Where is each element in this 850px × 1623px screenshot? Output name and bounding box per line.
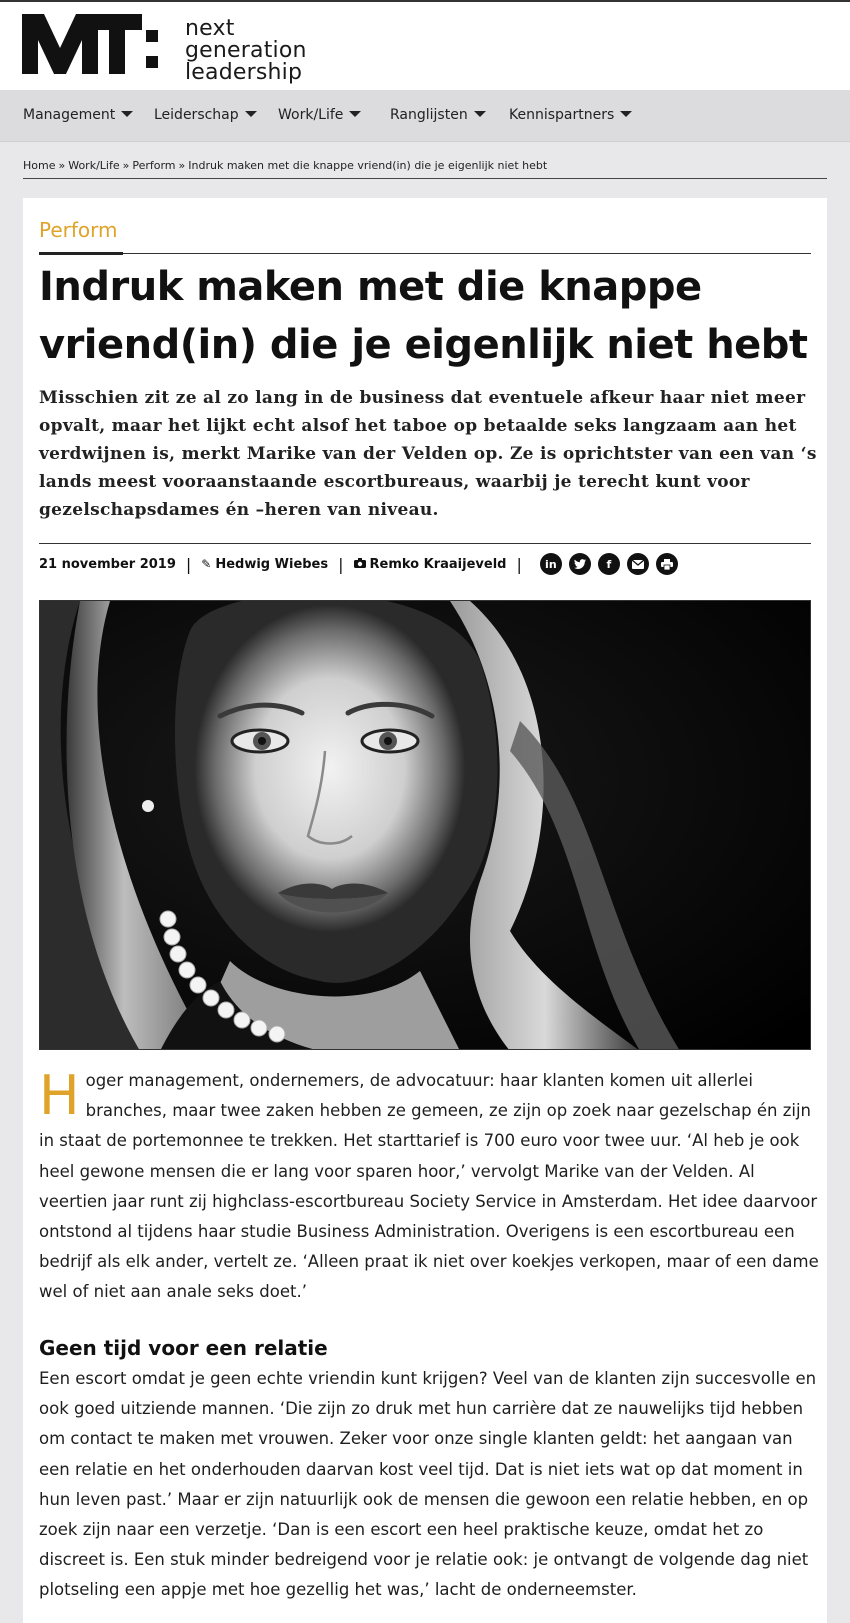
site-header [0,0,850,90]
chevron-down-icon [620,111,632,117]
article-card [23,198,827,1623]
category-divider [39,253,811,254]
nav-item-work-life[interactable] [278,107,361,123]
nav-label: Leiderschap [154,107,239,123]
nav-item-kennispartners[interactable] [509,107,632,123]
logo-line-leadership: leadership [185,60,303,85]
title-line: vriend(in) die je eigenlijk niet hebt [39,322,808,368]
breadcrumb-current: Indruk maken met die knappe vriend(in) die je eigenlijk niet hebt [188,159,548,172]
category-underline [39,252,123,255]
chevron-down-icon [349,111,361,117]
main-nav [0,90,850,142]
article-intro: Misschien zit ze al zo lang in de business dat eventuele afkeur haar niet meer opvalt, maar het lijkt echt alsof het taboe op betaalde seks langzaam aan het verdwijnen is, merkt Marike van der Velden op. Ze is oprichtster van een van ‘s lands meest vooraanstaande escortbureaus, waarbij je terecht kunt voor gezelschapsdames én –heren van niveau. [39,388,817,520]
article-date: 21 november 2019 [39,556,176,572]
mt-logo-mark [22,10,162,78]
print-icon[interactable] [656,553,678,575]
site-logo[interactable] [22,10,307,86]
meta-separator: | [338,554,344,574]
article-photographer[interactable]: Remko Kraaijeveld [369,556,507,572]
meta-separator: | [516,554,522,574]
drop-cap: H [39,1064,80,1127]
breadcrumb-work-life[interactable]: Work/Life [68,159,120,172]
chevron-down-icon [474,111,486,117]
breadcrumb-separator: » [178,159,186,172]
camera-icon [354,557,366,571]
pencil-icon: ✎ [201,557,212,571]
nav-label: Work/Life [278,107,344,123]
breadcrumb [23,159,827,179]
nav-label: Kennispartners [509,107,615,123]
meta-separator: | [185,554,192,574]
linkedin-icon[interactable]: in [540,553,562,575]
twitter-icon[interactable] [569,553,591,575]
article-category[interactable]: Perform [39,218,118,242]
breadcrumb-separator: » [122,159,130,172]
chevron-down-icon [121,111,133,117]
breadcrumb-perform[interactable]: Perform [132,159,176,172]
meta-divider [39,543,811,544]
nav-item-leiderschap[interactable] [154,107,257,123]
paragraph-text: oger management, ondernemers, de advocatuur: haar klanten komen uit allerlei branches, maar twee zaken hebben ze gemeen, ze zijn op zoek naar gezelschap én zijn in staat de portemonnee te trekken. Het starttarief is 700 euro voor twee uur. ‘Al heb je ook heel gewone mensen die er lang voor sparen hoor,’ vervolgt Marike van der Velden. Al veertien jaar runt zij highclass-escortbureau Society Service in Amsterdam. Het idee daarvoor ontstond al tijdens haar studie Business Administration. Overigens is een escortbureau een bedrijf als elk ander, vertelt ze. ‘Alleen praat ik niet over koekjes verkopen, maar of een dame wel of niet aan anale seks doet.’ [39,1071,819,1302]
logo-line-next: next [185,16,235,41]
article-meta [39,552,685,576]
nav-item-management[interactable] [23,107,133,123]
article-subheading: Geen tijd voor een relatie [39,1336,328,1360]
breadcrumb-separator: » [58,159,66,172]
nav-label: Ranglijsten [390,107,468,123]
logo-tagline [185,18,307,84]
article-author[interactable]: Hedwig Wiebes [215,556,329,572]
nav-item-ranglijsten[interactable] [390,107,486,123]
title-line: Indruk maken met die knappe [39,264,702,310]
logo-line-generation: generation [185,38,307,63]
portrait-illustration [40,601,811,1050]
facebook-icon[interactable]: f [598,553,620,575]
chevron-down-icon [245,111,257,117]
article-photo [39,600,811,1050]
email-icon[interactable] [627,553,649,575]
share-buttons [540,553,685,575]
breadcrumb-home[interactable]: Home [23,159,56,172]
article-paragraph [39,1066,819,1308]
article-title [39,258,819,374]
article-paragraph: Een escort omdat je geen echte vriendin kunt krijgen? Veel van de klanten zijn succesvolle en ook goed uitziende mannen. ‘Die zijn zo druk met hun carrière dat ze nauwelijks tijd hebben om contact te maken met vrouwen. Zeker voor onze single klanten geldt: het aangaan van een relatie en het onderhouden daarvan kost veel tijd. Dat is niet iets wat op dat moment in hun leven past.’ Maar er zijn natuurlijk ook de mensen die gewoon een relatie hebben, en op zoek zijn naar een verzetje. ‘Dan is een escort een heel praktische keuze, omdat het zo discreet is. Een stuk minder bedreigend voor je relatie ook: je ontvangt de volgende dag niet plotseling een appje met hoe gezellig het was,’ lacht de onderneemster. [39,1369,817,1600]
nav-label: Management [23,107,116,123]
